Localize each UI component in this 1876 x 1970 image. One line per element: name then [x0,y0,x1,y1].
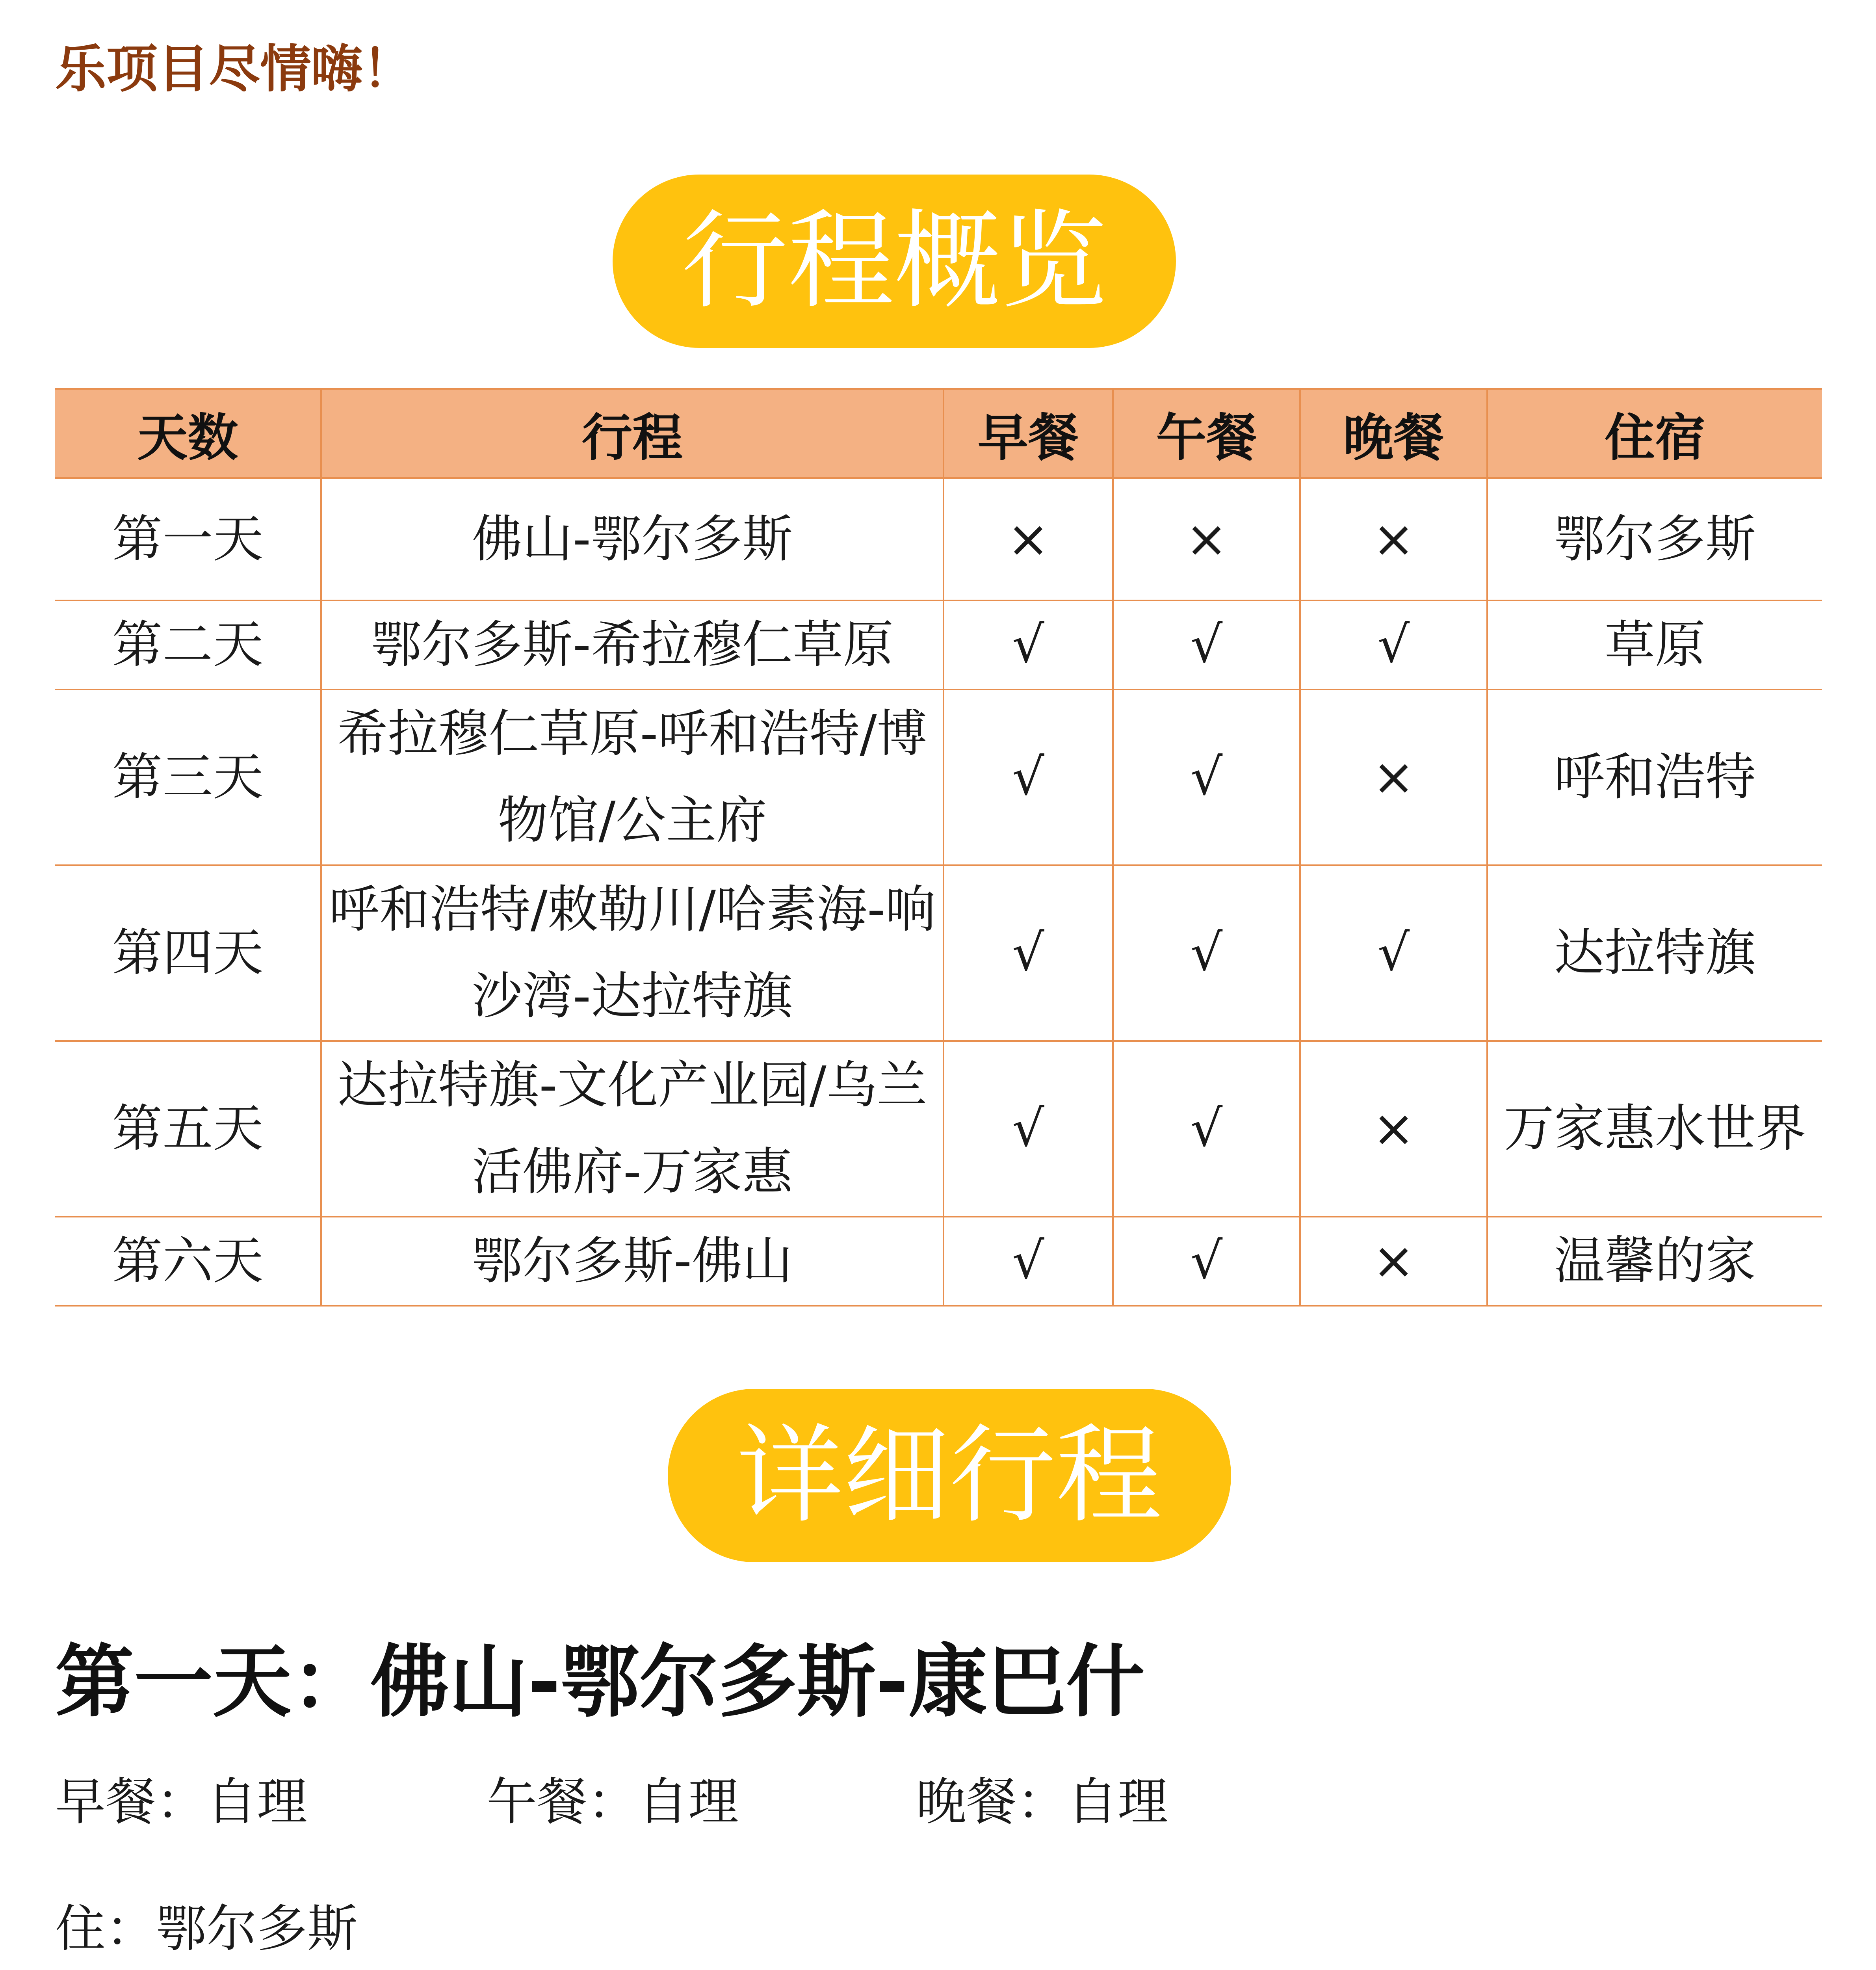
stay-cell: 呼和浩特 [1487,690,1822,865]
column-header: 行程 [321,389,944,478]
day1-breakfast: 早餐：自理 [55,1773,308,1831]
column-header: 天数 [55,389,321,478]
lunch-cell: √ [1113,1217,1300,1306]
day1-title: 第一天：佛山-鄂尔多斯-康巴什 [55,1636,1145,1728]
overview-title: 行程概览 [613,175,1176,348]
dinner-cell: × [1300,1041,1487,1217]
dinner-cell: × [1300,1217,1487,1306]
stay-cell: 草原 [1487,600,1822,690]
table-row [55,690,1822,865]
day-cell: 第二天 [55,600,321,690]
route-cell: 佛山-鄂尔多斯 [321,478,944,600]
breakfast-cell: √ [944,600,1113,690]
stay-cell: 万家惠水世界 [1487,1041,1822,1217]
route-cell: 鄂尔多斯-希拉穆仁草原 [321,600,944,690]
route-cell: 达拉特旗-文化产业园/乌兰活佛府-万家惠 [321,1041,944,1217]
route-cell: 鄂尔多斯-佛山 [321,1217,944,1306]
stay-cell: 达拉特旗 [1487,865,1822,1041]
route-cell: 呼和浩特/敕勒川/哈素海-响沙湾-达拉特旗 [321,865,944,1041]
lunch-cell: √ [1113,600,1300,690]
dinner-cell: √ [1300,600,1487,690]
table-row [55,865,1822,1041]
detail-title: 详细行程 [668,1389,1231,1562]
day-cell: 第四天 [55,865,321,1041]
table-row [55,600,1822,690]
stay-cell: 温馨的家 [1487,1217,1822,1306]
breakfast-cell: √ [944,1217,1113,1306]
itinerary-overview-table [55,388,1822,1307]
breakfast-cell: √ [944,1041,1113,1217]
breakfast-cell: √ [944,865,1113,1041]
column-header: 早餐 [944,389,1113,478]
lunch-cell: √ [1113,865,1300,1041]
table-row [55,1041,1822,1217]
table-row [55,478,1822,600]
day-cell: 第三天 [55,690,321,865]
column-header: 午餐 [1113,389,1300,478]
day1-stay: 住：鄂尔多斯 [55,1899,358,1958]
table-header-row [55,389,1822,478]
dinner-cell: × [1300,690,1487,865]
day1-dinner: 晚餐：自理 [916,1773,1168,1831]
column-header: 晚餐 [1300,389,1487,478]
breakfast-cell: √ [944,690,1113,865]
day-cell: 第一天 [55,478,321,600]
day1-lunch: 午餐：自理 [487,1773,739,1831]
table-row [55,1217,1822,1306]
day-cell: 第六天 [55,1217,321,1306]
lunch-cell: × [1113,478,1300,600]
day-cell: 第五天 [55,1041,321,1217]
route-cell: 希拉穆仁草原-呼和浩特/博物馆/公主府 [321,690,944,865]
lunch-cell: √ [1113,1041,1300,1217]
column-header: 住宿 [1487,389,1822,478]
dinner-cell: √ [1300,865,1487,1041]
breakfast-cell: × [944,478,1113,600]
tagline: 乐项目尽情嗨！ [55,39,414,99]
dinner-cell: × [1300,478,1487,600]
lunch-cell: √ [1113,690,1300,865]
stay-cell: 鄂尔多斯 [1487,478,1822,600]
